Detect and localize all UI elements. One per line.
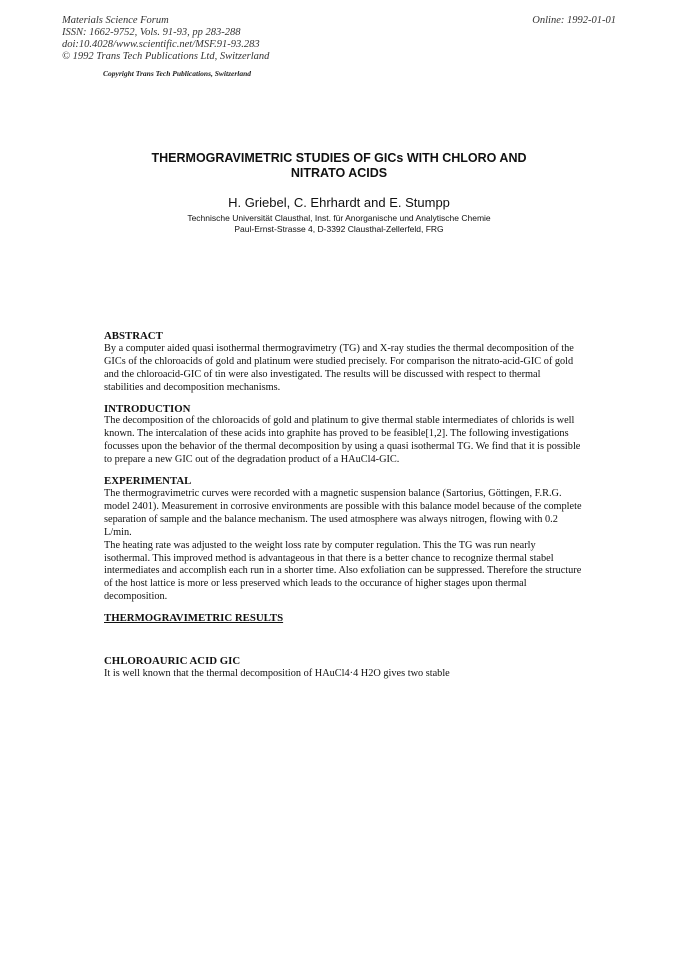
- affiliation: [100, 213, 578, 235]
- experimental-heading: EXPERIMENTAL: [104, 475, 192, 488]
- experimental-paragraph-2: The heating rate was adjusted to the weight loss rate by computer regulation. This the TG was run nearly isothermal. This improved method is advantageous in that there is a better chance to recognize thermal stabel intermediates and accomplish each run in a shorter time. Also exfoliation can be suppressed. Therefore the structure of the host lattice is more or less preserved which leads to the occurance of higher stages upon thermal decomposition.: [104, 539, 582, 603]
- chloroauric-text: It is well known that the thermal decomposition of HAuCl4·4 H2O gives two stable: [104, 667, 450, 679]
- issn-line: ISSN: 1662-9752, Vols. 91-93, pp 283-288: [62, 27, 241, 38]
- journal-name: Materials Science Forum: [62, 15, 169, 26]
- abstract-text: By a computer aided quasi isothermal thermogravimetry (TG) and X-ray studies the thermal decomposition of the GICs of the chloroacids of gold and platinum were studied precisely. For comparison the nitrato-acid-GIC of gold and the chloroacid-GIC of tin were also investigated. The results will be discussed with respect to thermal stabilities and decomposition mechanisms.: [104, 342, 574, 393]
- affiliation-line-2: Paul-Ernst-Strasse 4, D-3392 Clausthal-Zellerfeld, FRG: [234, 224, 444, 234]
- title-line-2: NITRATO ACIDS: [290, 166, 388, 180]
- results-section: [104, 612, 582, 625]
- paper-body: [104, 330, 582, 689]
- online-date: Online: 1992-01-01: [532, 15, 616, 26]
- paper-title: [100, 151, 578, 181]
- introduction-heading: INTRODUCTION: [104, 402, 191, 415]
- chloroauric-heading: CHLOROAURIC ACID GIC: [104, 655, 241, 668]
- abstract-section: [104, 330, 582, 395]
- publisher-line: © 1992 Trans Tech Publications Ltd, Switzerland: [62, 51, 270, 62]
- journal-info: [62, 15, 269, 63]
- experimental-section: [104, 475, 582, 604]
- doi-line: doi:10.4028/www.scientific.net/MSF.91-93.283: [62, 39, 260, 50]
- introduction-text: The decomposition of the chloroacids of gold and platinum to give thermal stable intermediates of chlorids is well known. The intercalation of these acids into graphite has proved to be feasible[1,2]. The following investigations focusses upon the behavior of the thermal decomposition by using a quasi isothermal TG. We find that it is possible to prepare a new GIC out of the degradation product of a HAuCl4-GIC.: [104, 415, 581, 466]
- affiliation-line-1: Technische Universität Clausthal, Inst. für Anorganische und Analytische Chemie: [187, 213, 491, 223]
- chloroauric-section: [104, 655, 582, 681]
- results-heading: THERMOGRAVIMETRIC RESULTS: [104, 612, 284, 625]
- abstract-heading: ABSTRACT: [104, 330, 163, 342]
- introduction-section: [104, 403, 582, 468]
- authors: H. Griebel, C. Ehrhardt and E. Stumpp: [228, 195, 450, 210]
- experimental-paragraph-1: The thermogravimetric curves were recorded with a magnetic suspension balance (Sartorius, Göttingen, F.R.G. model 2401). Measurement in corrosive environments are possible with this balance model because of the complete separation of sample and the balance mechanism. The used atmosphere was always nitrogen, flowing with 0.2 L/min.: [104, 487, 582, 538]
- copyright-notice: Copyright Trans Tech Publications, Switzerland: [103, 69, 252, 78]
- title-line-1: THERMOGRAVIMETRIC STUDIES OF GICs WITH CHLORO AND: [151, 151, 527, 165]
